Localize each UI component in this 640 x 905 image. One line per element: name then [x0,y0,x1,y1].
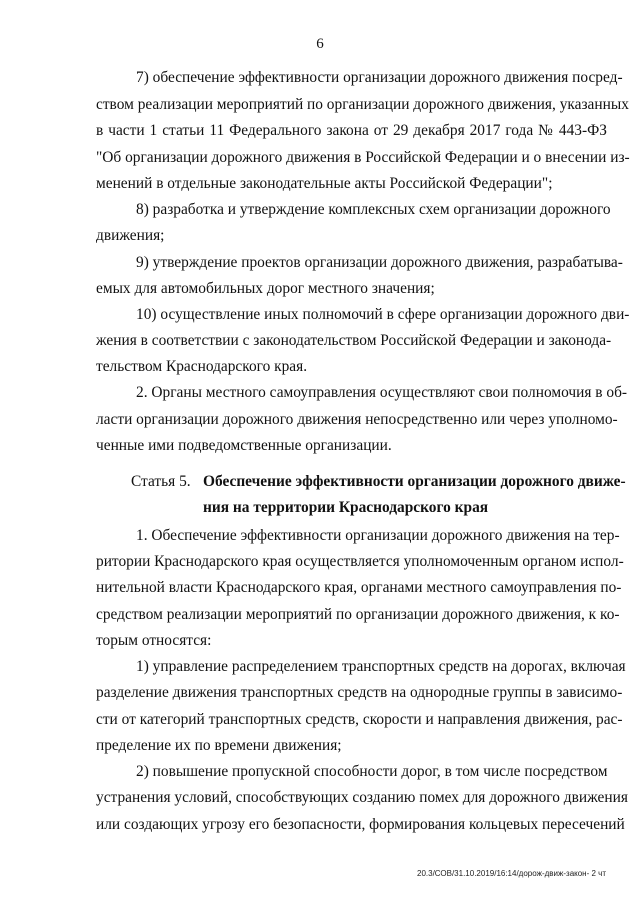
text-line: нительной власти Краснодарского края, органами местного самоуправления по- [96,579,622,596]
text-line: тельством Краснодарского края. [96,358,308,375]
text-line: 8) разработка и утверждение комплексных схем организации дорожного [136,201,611,218]
text-line: 1) управление распределением транспортных средств на дорогах, включая [136,658,626,675]
text-line: в части 1 статьи 11 Федерального закона от 29 декабря 2017 года № 443-ФЗ [96,122,607,139]
text-line: ласти организации дорожного движения непосредственно или через уполномо- [96,411,618,428]
text-line: жения в соответствии с законодательством Российской Федерации и законода- [96,332,612,349]
text-line: 2) повышение пропускной способности дорог, в том числе посредством [136,763,608,780]
text-line: 2. Органы местного самоуправления осуществляют свои полномочия в об- [136,384,628,401]
text-line: "Об организации дорожного движения в Российской Федерации и о внесении из- [96,149,630,166]
article-label: Статья 5. [131,473,191,490]
text-line: средством реализации мероприятий по организации дорожного движения, к ко- [96,606,620,623]
text-line: ством реализации мероприятий по организации дорожного движения, указанных [96,96,629,113]
text-line: или создающих угрозу его безопасности, формирования кольцевых пересечений [96,816,625,833]
text-line: торым относятся: [96,632,212,649]
article-title-line: ния на территории Краснодарского края [203,499,489,516]
text-line: 9) утверждение проектов организации дорожного движения, разрабатыва- [136,254,623,271]
text-line: емых для автомобильных дорог местного значения; [96,280,435,297]
text-line: 7) обеспечение эффективности организации дорожного движения посред- [136,69,623,86]
text-line: ченные ими подведомственные организации. [96,437,392,454]
text-line: 10) осуществление иных полномочий в сфере организации дорожного дви- [136,306,630,323]
page-number: 6 [316,36,324,52]
article-title-line: Обеспечение эффективности организации дорожного движе- [203,473,626,490]
text-line: движения; [96,227,165,244]
text-line: ритории Краснодарского края осуществляется уполномоченным органом испол- [96,553,624,570]
text-line: менений в отдельные законодательные акты Российской Федерации"; [96,175,553,192]
text-line: разделение движения транспортных средств на однородные группы в зависимо- [96,684,623,701]
text-line: устранения условий, способствующих созданию помех для дорожного движения [96,789,628,806]
text-line: сти от категорий транспортных средств, скорости и направления движения, рас- [96,711,623,728]
text-line: пределение их по времени движения; [96,737,342,754]
footer-stamp: 20.3/СОВ/31.10.2019/16:14/дорож-движ-закон- 2 чт [417,869,606,878]
text-line: 1. Обеспечение эффективности организации дорожного движения на тер- [136,527,620,544]
